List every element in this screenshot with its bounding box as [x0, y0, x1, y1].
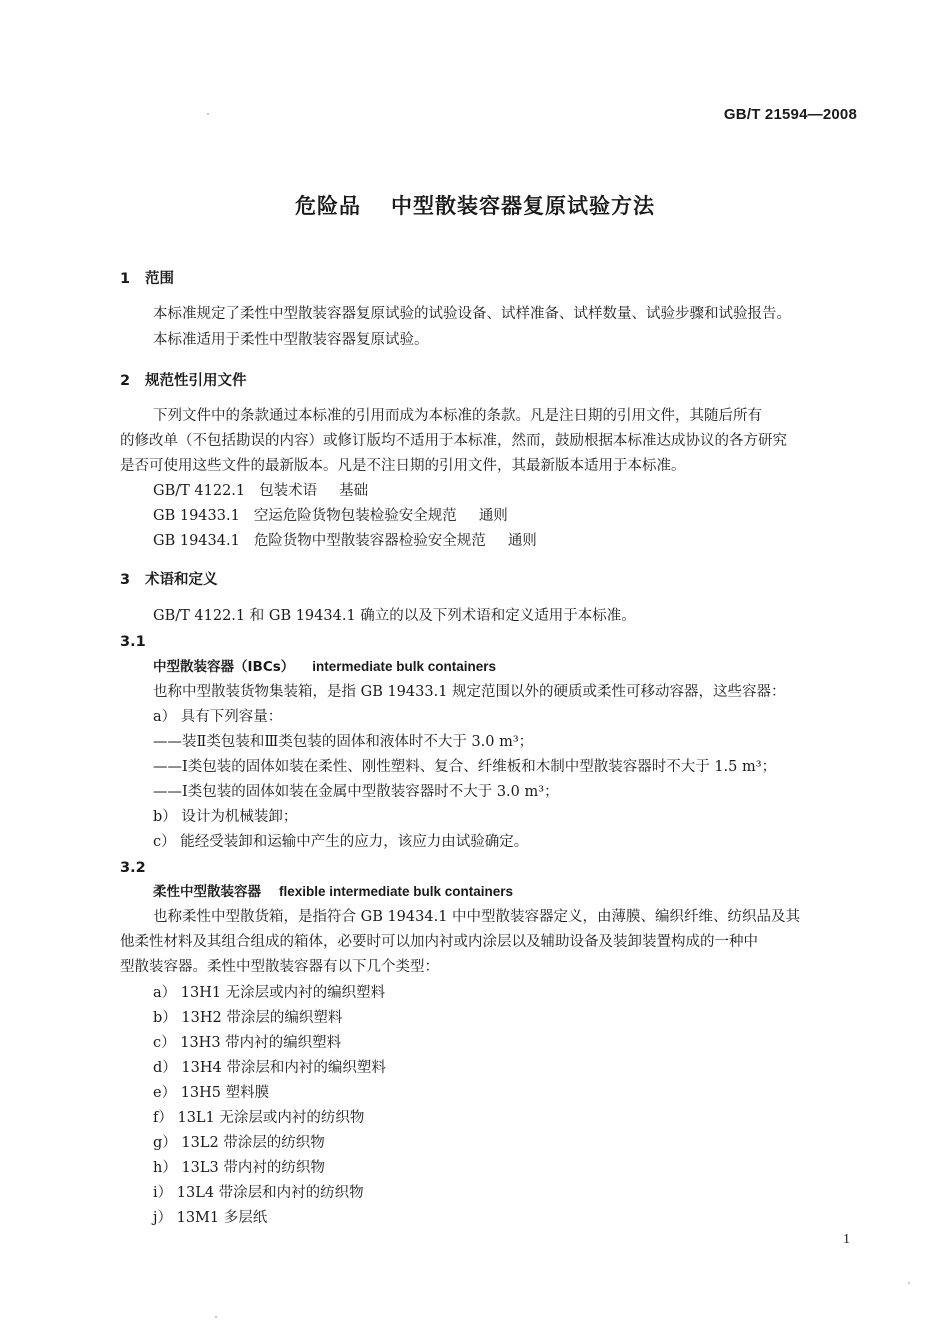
clause-3-1-number: 3.1 [120, 634, 146, 650]
clause-3-1-term: 中型散装容器（IBCs） intermediate bulk containers [153, 659, 497, 675]
type-list-item: e） 13H5 塑料膜 [153, 1085, 270, 1101]
section-2-paragraph-line-3: 是否可使用这些文件的最新版本。凡是不注日期的引用文件，其最新版本适用于本标准。 [120, 458, 686, 474]
clause-3-1-definition: 也称中型散装货物集装箱，是指 GB 19433.1 规定范围以外的硬质或柔性可移动容器，这些容器： [153, 684, 786, 700]
scan-speck [215, 1316, 217, 1318]
page-number: 1 [843, 1232, 850, 1247]
clause-3-1-dash-2: ——Ⅰ类包装的固体如装在柔性、刚性塑料、复合、纤维板和木制中型散装容器时不大于 1.5 m³； [153, 759, 777, 775]
type-list-item: f） 13L1 无涂层或内衬的纺织物 [153, 1110, 365, 1126]
reference-item: GB 19434.1 危险货物中型散装容器检验安全规范 通则 [153, 533, 537, 549]
type-list-item: g） 13L2 带涂层的纺织物 [153, 1135, 325, 1151]
clause-3-1-dash-3: ——Ⅰ类包装的固体如装在金属中型散装容器时不大于 3.0 m³； [153, 784, 559, 800]
clause-3-2-definition-line-3: 型散装容器。柔性中型散装容器有以下几个类型： [120, 959, 439, 975]
clause-3-1-item-b: b） 设计为机械装卸； [153, 809, 298, 825]
title-part-2: 中型散装容器复原试验方法 [391, 194, 655, 218]
section-2-heading: 2 规范性引用文件 [120, 373, 247, 389]
section-1-paragraph-1: 本标准规定了柔性中型散装容器复原试验的试验设备、试样准备、试样数量、试验步骤和试验报告。 [153, 306, 791, 322]
clause-3-1-item-c: c） 能经受装卸和运输中产生的应力，该应力由试验确定。 [153, 834, 529, 850]
section-3-intro: GB/T 4122.1 和 GB 19434.1 确立的以及下列术语和定义适用于本标准。 [153, 608, 636, 624]
section-1-paragraph-2: 本标准适用于柔性中型散装容器复原试验。 [153, 332, 429, 348]
section-3-heading: 3 术语和定义 [120, 572, 218, 588]
section-2-paragraph-line-1: 下列文件中的条款通过本标准的引用而成为本标准的条款。凡是注日期的引用文件，其随后所有 [153, 408, 762, 424]
document-title [0, 190, 950, 220]
type-list-item: a） 13H1 无涂层或内衬的编织塑料 [153, 985, 386, 1001]
clause-3-1-dash-1: ——装Ⅱ类包装和Ⅲ类包装的固体和液体时不大于 3.0 m³； [153, 734, 534, 750]
type-list-item: j） 13M1 多层纸 [153, 1210, 268, 1226]
scan-speck [207, 113, 209, 115]
clause-3-2-term: 柔性中型散装容器 flexible intermediate bulk containers [153, 884, 514, 900]
type-list-item: c） 13H3 带内衬的编织塑料 [153, 1035, 342, 1051]
title-part-1: 危险品 [295, 194, 361, 218]
type-list-item: b） 13H2 带涂层的编织塑料 [153, 1010, 343, 1026]
type-list-item: h） 13L3 带内衬的纺织物 [153, 1160, 325, 1176]
scan-speck [908, 1282, 910, 1284]
section-1-heading: 1 范围 [120, 271, 174, 287]
type-list-item: d） 13H4 带涂层和内衬的编织塑料 [153, 1060, 386, 1076]
reference-item: GB/T 4122.1 包装术语 基础 [153, 483, 369, 499]
clause-3-2-definition-line-2: 他柔性材料及其组合组成的箱体，必要时可以加内衬或内涂层以及辅助设备及装卸装置构成的一种中 [120, 934, 758, 950]
type-list-item: i） 13L4 带涂层和内衬的纺织物 [153, 1185, 364, 1201]
clause-3-2-number: 3.2 [120, 860, 146, 876]
clause-3-2-definition-line-1: 也称柔性中型散货箱，是指符合 GB 19434.1 中中型散装容器定义，由薄膜、编织纤维、纺织品及其 [153, 909, 801, 925]
standard-code: GB/T 21594—2008 [723, 106, 857, 123]
clause-3-1-item-a: a） 具有下列容量： [153, 709, 283, 725]
reference-item: GB 19433.1 空运危险货物包装检验安全规范 通则 [153, 508, 508, 524]
section-2-paragraph-line-2: 的修改单（不包括勘误的内容）或修订版均不适用于本标准，然而，鼓励根据本标准达成协议的各方研究 [120, 433, 787, 449]
